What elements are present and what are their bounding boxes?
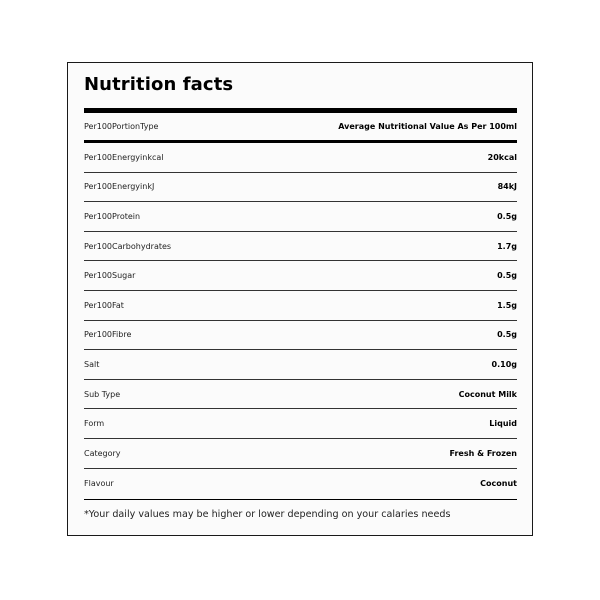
table-row: [84, 321, 517, 351]
row-label: Flavour: [84, 478, 114, 488]
nutrition-facts-title: Nutrition facts: [84, 74, 234, 95]
table-row: [84, 409, 517, 439]
table-row: [84, 261, 517, 291]
row-label: Per100Sugar: [84, 271, 136, 281]
nutrition-table: [84, 113, 517, 498]
row-value: 0.5g: [497, 211, 517, 221]
row-value: 0.10g: [491, 359, 517, 369]
row-value: Liquid: [489, 419, 517, 429]
row-label: Per100Fibre: [84, 330, 132, 340]
table-header-row: [84, 113, 517, 143]
header-value: Average Nutritional Value As Per 100ml: [338, 122, 517, 131]
row-label: Per100Fat: [84, 300, 124, 310]
row-value: Coconut: [480, 478, 517, 488]
footnote: *Your daily values may be higher or lower depending on your calaries needs: [84, 509, 451, 520]
row-value: Coconut Milk: [458, 389, 517, 399]
row-value: 84kJ: [497, 182, 517, 192]
header-label: Per100PortionType: [84, 122, 159, 131]
row-value: 1.7g: [497, 241, 517, 251]
table-row: [84, 173, 517, 203]
row-value: 1.5g: [497, 300, 517, 310]
table-row: [84, 469, 517, 499]
row-label: Per100Energyinkcal: [84, 152, 164, 162]
row-label: Per100Protein: [84, 211, 141, 221]
bottom-divider: [84, 499, 517, 500]
table-row: [84, 291, 517, 321]
row-label: Form: [84, 419, 105, 429]
row-value: 0.5g: [497, 271, 517, 281]
row-label: Per100EnergyinkJ: [84, 182, 155, 192]
row-value: 0.5g: [497, 330, 517, 340]
table-row: [84, 439, 517, 469]
row-label: Per100Carbohydrates: [84, 241, 172, 251]
table-row: [84, 380, 517, 410]
table-row: [84, 232, 517, 262]
nutrition-facts-panel: [67, 62, 533, 536]
row-label: Sub Type: [84, 389, 121, 399]
table-row: [84, 350, 517, 380]
table-row: [84, 202, 517, 232]
table-row: [84, 143, 517, 173]
row-label: Category: [84, 448, 121, 458]
row-value: 20kcal: [487, 152, 517, 162]
row-value: Fresh & Frozen: [449, 448, 517, 458]
row-label: Salt: [84, 359, 100, 369]
